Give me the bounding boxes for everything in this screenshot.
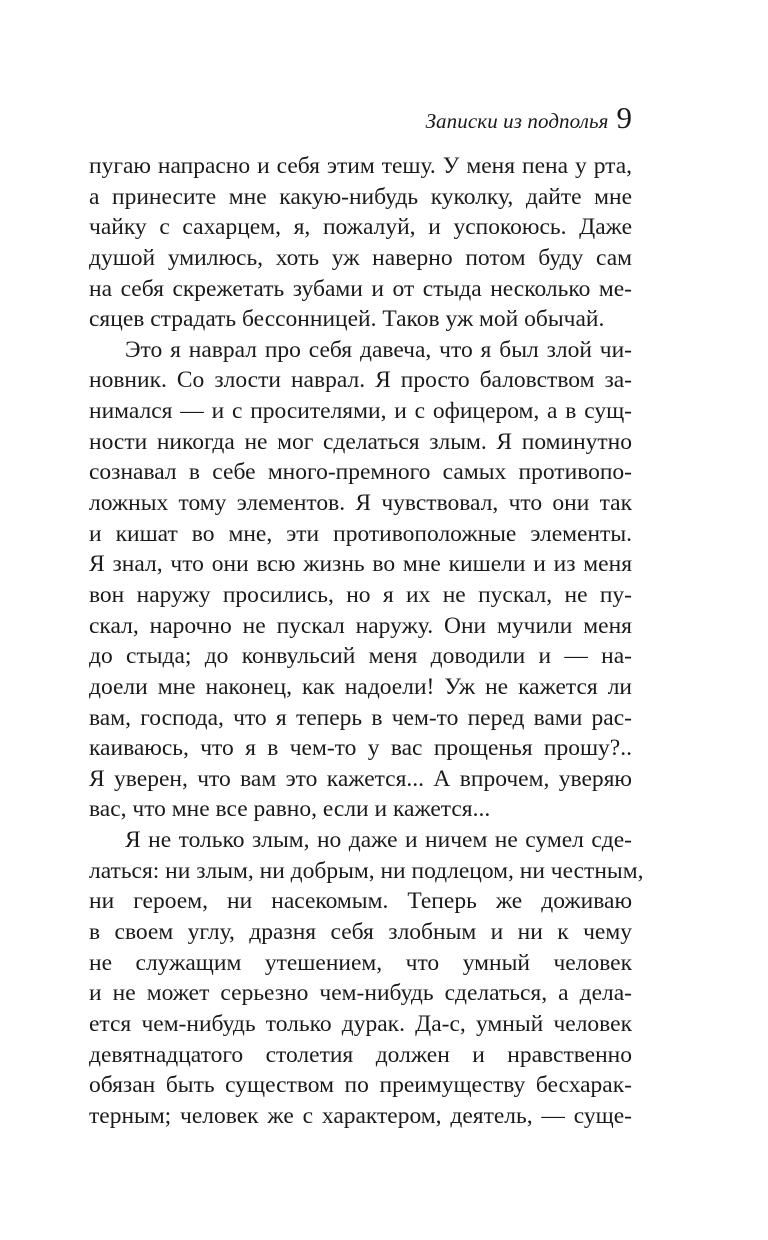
text-line: новник. Со злости наврал. Я просто баловством за-	[89, 367, 632, 394]
page-number: 9	[616, 100, 632, 135]
text-line: и не может серьезно чем-нибудь сделаться, а дела-	[89, 980, 632, 1007]
text-line: скал, нарочно не пускал наружу. Они мучили меня	[89, 612, 632, 639]
text-line: в своем углу, дразня себя злобным и ни к чему	[89, 919, 632, 946]
text-line: девятнадцатого столетия должен и нравственно	[89, 1041, 632, 1068]
text-line: каиваюсь, что я в чем-то у вас прощенья прошу?..	[89, 735, 632, 762]
text-line: ется чем-нибудь только дурак. Да-с, умный человек	[89, 1010, 632, 1037]
text-line: а принесите мне какую-нибудь куколку, дайте мне	[89, 183, 632, 210]
text-line: на себя скрежетать зубами и от стыда несколько ме-	[89, 275, 632, 302]
text-line: вам, господа, что я теперь в чем-то перед вами рас-	[89, 704, 632, 731]
text-line: нимался — и с просителями, и с офицером, а в сущ-	[89, 398, 632, 425]
text-block	[89, 151, 644, 1132]
text-line: обязан быть существом по преимуществу бесхарак-	[89, 1072, 632, 1099]
text-line: и кишат во мне, эти противоположные элементы.	[89, 520, 632, 547]
text-line: Я уверен, что вам это кажется... А впрочем, уверяю	[89, 765, 632, 792]
text-line: Я знал, что они всю жизнь во мне кишели и из меня	[89, 551, 632, 578]
text-line: пугаю напрасно и себя этим тешу. У меня пена у рта,	[89, 153, 632, 179]
text-line: вон наружу просились, но я их не пускал, не пу-	[89, 581, 632, 608]
text-line: не служащим утешением, что умный человек	[89, 949, 632, 976]
text-line: Это я наврал про себя давеча, что я был злой чи-	[125, 336, 632, 363]
text-line: латься: ни злым, ни добрым, ни подлецом, ни честным,	[89, 857, 644, 884]
text-line: до стыда; до конвульсий меня доводили и — на-	[89, 643, 632, 670]
text-line: душой умилюсь, хоть уж наверно потом буду сам	[89, 244, 632, 271]
text-line: ложных тому элементов. Я чувствовал, что они так	[89, 490, 632, 517]
text-line: вас, что мне все равно, если и кажется...	[89, 796, 491, 823]
text-line: ности никогда не мог сделаться злым. Я поминутно	[89, 428, 632, 455]
running-head	[426, 102, 632, 134]
running-title: Записки из подполья	[425, 109, 609, 133]
text-line: чайку с сахарцем, я, пожалуй, и успокоюсь. Даже	[89, 214, 632, 241]
text-line: ни героем, ни насекомым. Теперь же доживаю	[89, 888, 632, 915]
text-line: Я не только злым, но даже и ничем не сумел сде-	[125, 827, 632, 854]
text-line: терным; человек же с характером, деятель, — суще-	[89, 1102, 632, 1129]
text-line: сяцев страдать бессонницей. Таков уж мой обычай.	[89, 306, 605, 333]
text-line: сознавал в себе много-премного самых противопо-	[89, 459, 632, 486]
text-line: доели мне наконец, как надоели! Уж не кажется ли	[89, 673, 632, 700]
